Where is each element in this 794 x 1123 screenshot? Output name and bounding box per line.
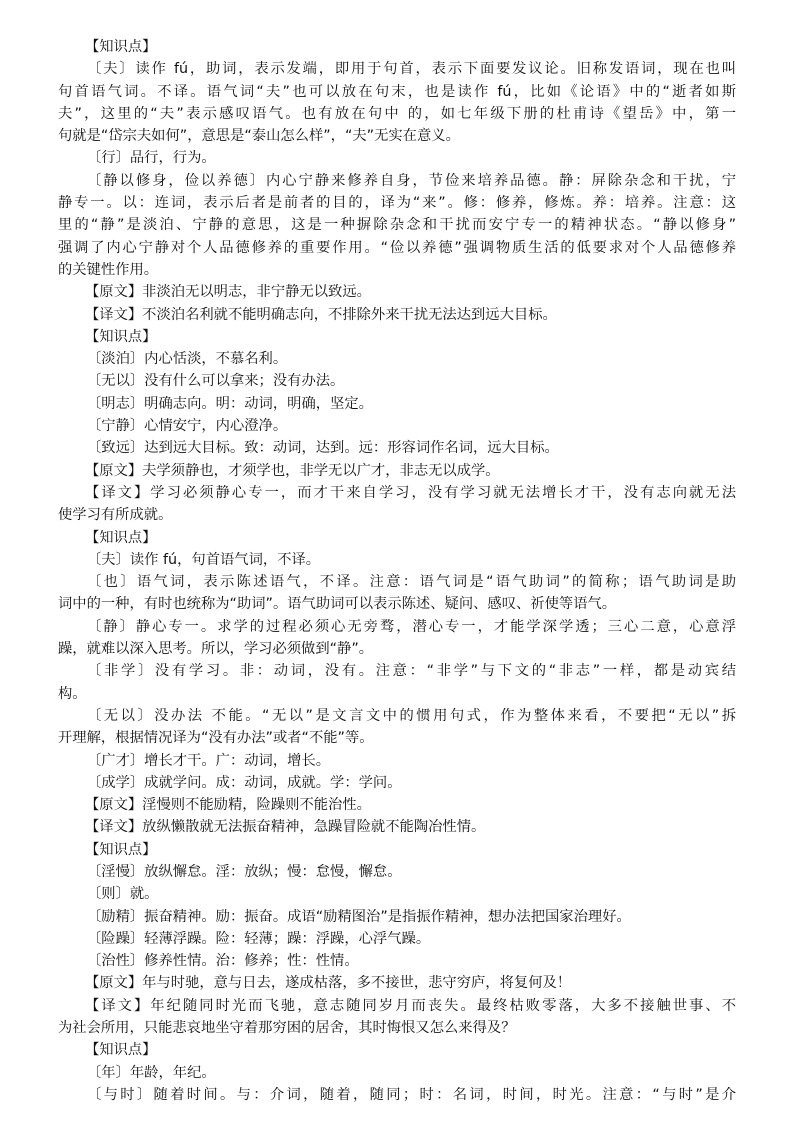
text-line: 词中的一种，有时也统称为“助词”。语气助词可以表示陈述、疑问、感叹、祈使等语气。 xyxy=(58,596,617,613)
text-line: 〔静〕静心专一。求学的过程必须心无旁骛，潜心专一，才能学深学透；三心二意，心意浮 xyxy=(87,618,736,635)
text-line: 句首语气词。不译。语气词“夫”也可以放在句末，也是读作 fú，比如《论语》中的“逝者如斯 xyxy=(58,83,736,100)
text-line: 〔行〕品行，行为。 xyxy=(87,150,216,167)
text-line: 【知识点】 xyxy=(85,328,157,345)
text-line: 〔励精〕振奋精神。励：振奋。成语“励精图治”是指振作精神，想办法把国家治理好。 xyxy=(87,908,631,925)
text-line: 〔致远〕达到远大目标。致：动词，达到。远：形容词作名词，远大目标。 xyxy=(87,440,559,457)
text-line: 〔淡泊〕内心恬淡，不慕名利。 xyxy=(87,351,288,368)
text-line: 为社会所用，只能悲哀地坐守着那穷困的居舍，其时悔恨又怎么来得及？ xyxy=(58,1020,516,1037)
text-line: 〔险躁〕轻薄浮躁。险：轻薄；躁：浮躁，心浮气躁。 xyxy=(87,930,431,947)
text-line: 〔与时〕随着时间。与：介词，随着，随同；时：名词，时间，时光。注意：“与时”是介 xyxy=(87,1086,736,1103)
text-line: 【译文】年纪随同时光而飞驰，意志随同岁月而丧失。最终枯败零落，大多不接触世事、不 xyxy=(85,997,736,1014)
text-line: 静专一。以：连词，表示后者是前者的目的，译为“来”。修：修养，修炼。养：培养。注意：这 xyxy=(58,195,736,212)
text-line: 〔宁静〕心情安宁，内心澄净。 xyxy=(87,418,288,435)
text-line: 〔成学〕成就学问。成：动词，成就。学：学问。 xyxy=(87,774,402,791)
text-line: 〔无以〕没办法 不能。“无以”是文言文中的惯用句式，作为整体来看，不要把“无以”拆 xyxy=(87,707,736,724)
text-line: 【译文】学习必须静心专一，而才干来自学习，没有学习就无法增长才干，没有志向就无法 xyxy=(85,484,736,501)
text-line: 的关键性作用。 xyxy=(58,261,159,278)
text-line: 〔广才〕增长才干。广：动词，增长。 xyxy=(87,752,331,769)
text-line: 使学习有所成就。 xyxy=(58,507,173,524)
text-line: 〔夫〕读作 fú，句首语气词，不译。 xyxy=(87,551,321,568)
text-line: 【译文】放纵懒散就无法振奋精神，急躁冒险就不能陶冶性情。 xyxy=(85,819,486,836)
text-line: 【原文】淫慢则不能励精，险躁则不能治性。 xyxy=(85,797,371,814)
text-line: 【知识点】 xyxy=(85,1042,157,1059)
text-line: 【原文】非淡泊无以明志，非宁静无以致远。 xyxy=(85,284,371,301)
text-line: 躁，就难以深入思考。所以，学习必须做到“静”。 xyxy=(58,641,374,658)
text-line: 〔明志〕明确志向。明：动词，明确，坚定。 xyxy=(87,395,373,412)
text-line: 〔治性〕修养性情。治：修养；性：性情。 xyxy=(87,953,359,970)
text-line: 构。 xyxy=(58,685,87,702)
text-line: 〔无以〕没有什么可以拿来；没有办法。 xyxy=(87,373,345,390)
text-line: 〔静以修身，俭以养德〕内心宁静来修养自身，节俭来培养品德。静：屏除杂念和干扰，宁 xyxy=(87,172,736,189)
text-line: 【知识点】 xyxy=(85,841,157,858)
text-line: 〔夫〕读作 fú，助词，表示发端，即用于句首，表示下面要发议论。旧称发语词，现在也叫 xyxy=(87,61,736,78)
text-line: 〔淫慢〕放纵懈怠。淫：放纵；慢：怠慢，懈怠。 xyxy=(87,863,402,880)
text-line: 句就是“岱宗夫如何”，意思是“泰山怎么样”，“夫”无实在意义。 xyxy=(58,128,460,145)
text-line: 【原文】年与时驰，意与日去，遂成枯落，多不接世，悲守穷庐，将复何及！ xyxy=(85,975,572,992)
text-line: 〔年〕年龄，年纪。 xyxy=(87,1064,216,1081)
text-line: 【译文】不淡泊名利就不能明确志向，不排除外来干扰无法达到远大目标。 xyxy=(85,306,557,323)
text-line: 〔则〕就。 xyxy=(87,886,159,903)
text-line: 【知识点】 xyxy=(85,529,157,546)
text-line: 开理解，根据情况译为“没有办法”或者“不能”等。 xyxy=(58,730,374,747)
text-line: 〔非学〕没有学习。非：动词，没有。注意：“非学”与下文的“非志”一样，都是动宾结 xyxy=(87,663,736,680)
text-line: 【知识点】 xyxy=(85,39,157,55)
text-line: 【原文】夫学须静也，才须学也，非学无以广才，非志无以成学。 xyxy=(85,462,500,479)
text-line: 里的“静”是淡泊、宁静的意思，这是一种摒除杂念和干扰而安宁专一的精神状态。“静以修身” xyxy=(58,217,736,234)
text-line: 夫”，这里的“夫”表示感叹语气。也有放在句中 的，如七年级下册的杜甫诗《望岳》中，第一 xyxy=(58,105,736,122)
text-line: 强调了内心宁静对个人品德修养的重要作用。“俭以养德”强调物质生活的低要求对个人品德修养 xyxy=(58,239,736,256)
text-line: 〔也〕语气词，表示陈述语气，不译。注意：语气词是“语气助词”的简称；语气助词是助 xyxy=(87,574,736,591)
